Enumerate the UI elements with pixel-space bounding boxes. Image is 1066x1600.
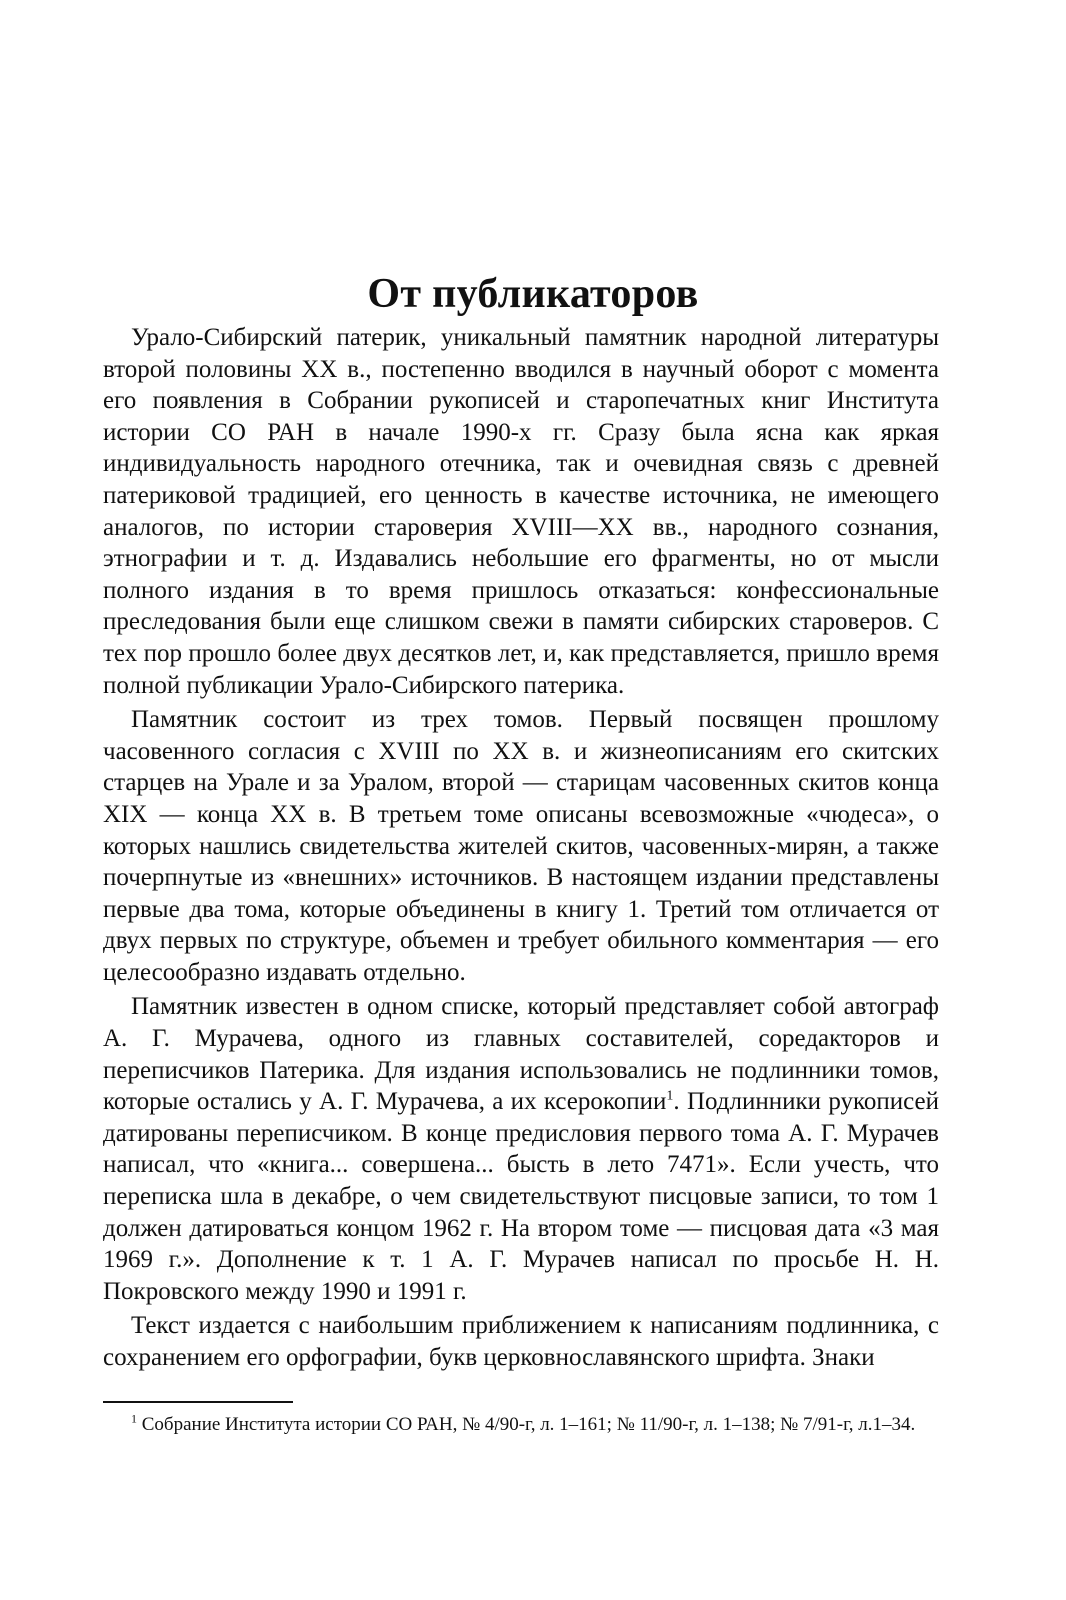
main-text	[103, 322, 939, 1377]
paragraph-1: Урало-Сибирский патерик, уникальный памятник народной литературы второй половины XX в., постепенно вводился в научный оборот с момента его появления в Собрании рукописей и старопечатных книг Института истории СО РАН в начале 1990-х гг. Сразу была ясна как яркая индивидуальность народного отечника, так и очевидная связь с древней патериковой традицией, его ценность в качестве источника, не имеющего аналогов, по истории староверия XVIII—XX вв., народного сознания, этнографии и т. д. Издавались небольшие его фрагменты, но от мысли полного издания в то время пришлось отказаться: конфессиональные преследования были еще слишком свежи в памяти сибирских староверов. С тех пор прошло более двух десятков лет, и, как представляется, пришло время полной публикации Урало-Сибирского патерика.	[103, 324, 939, 699]
footnote-divider	[103, 1401, 293, 1403]
paragraph-3	[103, 991, 939, 1307]
paragraph-2: Памятник состоит из трех томов. Первый посвящен прошлому часовенного согласия с XVIII по XX в. и жизнеописаниям его скитских старцев на Урале и за Уралом, второй — старицам часовенных скитов конца XIX — конца XX в. В третьем томе описаны всевозможные «чюдеса», о которых нашлись свидетельства жителей скитов, часовенных-мирян, а также почерпнутые из «внешних» источников. В настоящем издании представлены первые два тома, которые объединены в книгу 1. Третий том отличается от двух первых по структуре, объемен и требует обильного комментария — его целесообразно издавать отдельно.	[103, 706, 939, 986]
paragraph-4: Текст издается с наибольшим приближением к написаниям подлинника, с сохранением его орфографии, букв церковнославянского шрифта. Знаки	[103, 1312, 939, 1371]
footnote	[103, 1412, 939, 1438]
page-title: От публикаторов	[367, 271, 699, 318]
footnote-reference: 1	[666, 1088, 674, 1104]
paragraph-3-text-after: . Подлинники рукописей датированы переписчиком. В конце предисловия первого тома А. Г. Мурачев написал, что «книга... совершена... бысть в лето 7471». Если учесть, что переписка шла в декабре, о чем свидетельствуют писцовые записи, то том 1 должен датироваться концом 1962 г. На втором томе — писцовая дата «3 мая 1969 г.». Дополнение к т. 1 А. Г. Мурачев написал по просьбе Н. Н. Покровского между 1990 и 1991 г.	[103, 1088, 939, 1305]
footnote-text: Собрание Института истории СО РАН, № 4/90-г, л. 1–161; № 11/90-г, л. 1–138; № 7/91-г, л.1–34.	[141, 1414, 916, 1435]
paragraph-3-text-before: Памятник известен в одном списке, который представляет собой автограф А. Г. Мурачева, одного из главных составителей, соредакторов и переписчиков Патерика. Для издания использовались не подлинники томов, которые остались у А. Г. Мурачева, а их ксерокопии	[103, 993, 939, 1116]
footnote-mark: 1	[131, 1411, 137, 1426]
